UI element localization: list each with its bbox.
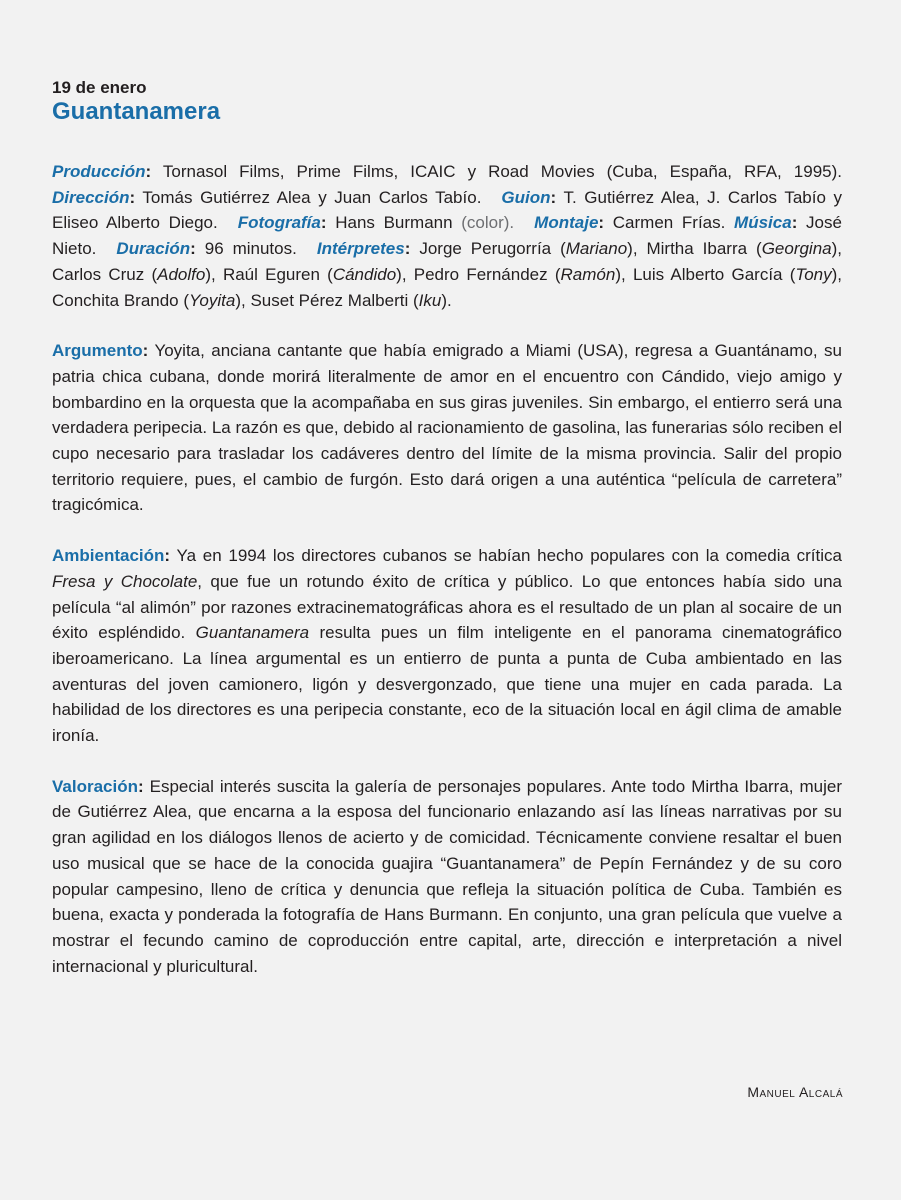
produccion-value: Tornasol Films, Prime Films, ICAIC y Road Movies (Cuba, España, RFA, 1995). [162, 162, 842, 181]
cast-actor: Suset Pérez Malberti [250, 290, 409, 310]
valoracion-text: Especial interés suscita la galería de personajes populares. Ante todo Mirtha Ibarra, mujer de Gutiérrez Alea, que encarna a la esposa del funcionario enlazando así las líneas narrativas por su gran agilidad en los diálogos llenos de acierto y de comicidad. Técnicamente conviene resaltar el buen uso musical que se hace de la conocida guajira “Guantanamera” de Pepín Fernández y de su coro popular campesino, lleno de crítica y denuncia que refleja la situación política de Cuba. También es buena, exacta y ponderada la fotografía de Hans Burmann. En conjunto, una gran película que vuelve a mostrar el fecundo camino de coproducción entre capital, arte, dirección e interpretación a nivel internacional y pluricultural. [52, 776, 842, 976]
cast-role: Cándido [332, 264, 397, 284]
ambientacion-text-1: Ya en 1994 los directores cubanos se habían hecho populares con la comedia crítica [176, 546, 842, 566]
cast-role: Tony [795, 264, 832, 284]
cast-role: Iku [418, 290, 442, 310]
credits-block: Producción: Tornasol Films, Prime Films, ICAIC y Road Movies (Cuba, España, RFA, 1995). Dirección: Tomás Gutiérrez Alea y Juan Carlos Tabío. Guion: T. Gutiérrez Alea, J. Carlos Tabío y Eliseo Alberto Diego. Fotografía: Hans Burmann (color). Montaje: Carmen Frías. Música: José Nieto. Duración: 96 minutos. Intérpretes: Jorge Perugorría (Mariano), Mirtha Ibarra (Georgina), Carlos Cruz (Adolfo), Raúl Eguren (Cándido), Pedro Fernández (Ramón), Luis Alberto García (Tony), Conchita Brando (Yoyita), Suset Pérez Malberti (Iku). [52, 162, 843, 310]
duracion-label: Duración [116, 239, 191, 259]
cast-list: Jorge Perugorría (Mariano), Mirtha Ibarra (Georgina), Carlos Cruz (Adolfo), Raúl Eguren (Cándido), Pedro Fernández (Ramón), Luis Alberto García (Tony), Conchita Brando (Yoyita), Suset Pérez Malberti (Iku). [52, 239, 843, 310]
valoracion-label: Valoración [52, 776, 138, 796]
cast-actor: Pedro Fernández [413, 264, 548, 284]
direccion-label: Dirección [52, 187, 130, 207]
argumento-section: Argumento: Yoyita, anciana cantante que había emigrado a Miami (USA), regresa a Guantánamo, su patria chica cubana, donde morirá literalmente de amor en el encuentro con Cándido, viejo amigo y bombardino en la orquesta que la acompañaba en sus giras juveniles. Sin embargo, el entierro será una verdadera peripecia. La razón es que, debido al racionamiento de gasolina, las funerarias sólo reciben el cupo necesario para trasladar los cadáveres dentro del límite de la misma provincia. Salir del propio territorio requiere, pues, el cambio de furgón. Esto dará origen a una auténtica “película de carretera” tragicómica. [52, 341, 842, 515]
film-review-page [52, 78, 842, 979]
cast-role: Adolfo [157, 264, 206, 284]
cast-actor: Mirtha Ibarra [646, 239, 748, 259]
montaje-value: Carmen Frías. [612, 213, 726, 233]
ambientacion-section: Ambientación: Ya en 1994 los directores cubanos se habían hecho populares con la comedia crítica Fresa y Chocolate, que fue un rotundo éxito de crítica y público. Lo que entonces había sido una película “al alimón” por razones extracinematográficas ahora es el resultado de un plan al socaire de un éxito espléndido. Guantanamera resulta pues un film inteligente en el panorama cinematográfico iberoamericano. La línea argumental es un entierro de punta a punta de Cuba ambientado en las aventuras del joven camionero, ligón y desvergonzado, que tiene una mujer en cada parada. La habilidad de los directores es una peripecia constante, eco de la situación local en ágil clima de amable ironía. [52, 546, 842, 746]
ambientacion-label: Ambientación [52, 546, 165, 566]
film-reference: Fresa y Chocolate [52, 571, 198, 591]
cast-role: Georgina [761, 239, 832, 259]
fotografia-value: Hans Burmann [335, 213, 453, 233]
musica-value: José Nieto. [52, 213, 842, 259]
direccion-value: Tomás Gutiérrez Alea y Juan Carlos Tabío. [142, 187, 482, 207]
fotografia-note: (color). [461, 213, 515, 233]
cast-role: Mariano [565, 239, 628, 259]
guion-value: T. Gutiérrez Alea, J. Carlos Tabío y Eliseo Alberto Diego. [52, 187, 842, 233]
valoracion-section: Valoración: Especial interés suscita la galería de personajes populares. Ante todo Mirtha Ibarra, mujer de Gutiérrez Alea, que encarna a la esposa del funcionario enlazando así las líneas narrativas por su gran agilidad en los diálogos llenos de acierto y de comicidad. Técnicamente conviene resaltar el buen uso musical que se hace de la conocida guajira “Guantanamera” de Pepín Fernández y de su coro popular campesino, lleno de crítica y denuncia que refleja la situación política de Cuba. También es buena, exacta y ponderada la fotografía de Hans Burmann. En conjunto, una gran película que vuelve a mostrar el fecundo camino de coproducción entre capital, arte, dirección e interpretación a nivel internacional y pluricultural. [52, 776, 842, 976]
fotografia-label: Fotografía [237, 213, 321, 233]
cast-actor: Jorge Perugorría [419, 239, 552, 259]
cast-actor: Conchita Brando [52, 290, 179, 310]
ambientacion-text-3: resulta pues un film inteligente en el panorama cinematográfico iberoamericano. La línea argumental es un entierro de punta a punta de Cuba ambientado en las aventuras del joven camionero, ligón y desvergonzado, que tiene una mujer en cada parada. La habilidad de los directores es una peripecia constante, eco de la situación local en ágil clima de amable ironía. [52, 623, 842, 746]
ambientacion-text-2: , que fue un rotundo éxito de crítica y público. Lo que entonces había sido una película “al alimón” por razones extracinematográficas ahora es el resultado de un plan al socaire de un éxito espléndido. [52, 571, 842, 643]
film-reference: Guantanamera [195, 623, 310, 643]
interpretes-label: Intérpretes [316, 239, 405, 259]
produccion-label: Producción [52, 162, 146, 181]
argumento-label: Argumento [52, 341, 143, 361]
cast-actor: Raúl Eguren [222, 264, 320, 284]
montaje-label: Montaje [534, 213, 599, 233]
cast-actor: Luis Alberto García [632, 264, 783, 284]
duracion-value: 96 minutos. [204, 239, 297, 259]
cast-actor: Carlos Cruz [52, 264, 145, 284]
author-signature: Manuel Alcalá [747, 1084, 843, 1100]
review-date: 19 de enero [52, 78, 147, 97]
cast-role: Ramón [560, 264, 616, 284]
cast-role: Yoyita [189, 290, 236, 310]
argumento-text: Yoyita, anciana cantante que había emigrado a Miami (USA), regresa a Guantánamo, su patria chica cubana, donde morirá literalmente de amor en el encuentro con Cándido, viejo amigo y bombardino en la orquesta que la acompañaba en sus giras juveniles. Sin embargo, el entierro será una verdadera peripecia. La razón es que, debido al racionamiento de gasolina, las funerarias sólo reciben el cupo necesario para trasladar los cadáveres dentro del límite de la misma provincia. Salir del propio territorio requiere, pues, el cambio de furgón. Esto dará origen a una auténtica “película de carretera” tragicómica. [52, 341, 842, 515]
musica-label: Música [734, 213, 792, 233]
film-title: Guantanamera [52, 98, 221, 125]
guion-label: Guion [501, 187, 551, 207]
